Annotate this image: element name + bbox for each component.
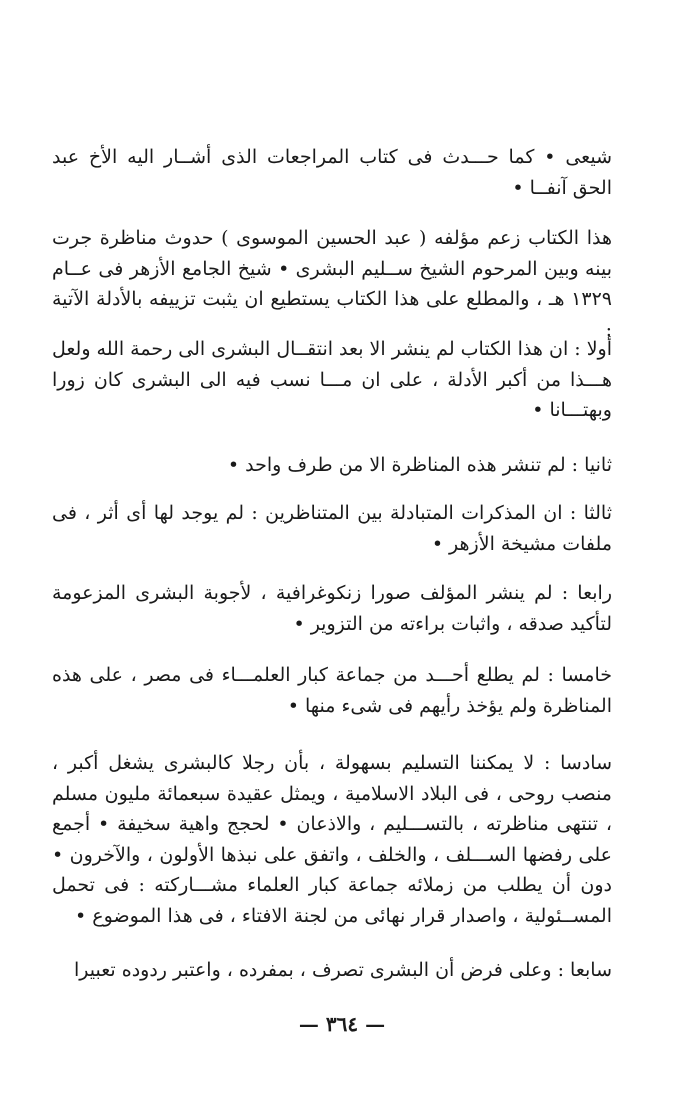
paragraph-intro (52, 223, 612, 345)
paragraph-text: سابعا : وعلى فرض أن البشرى تصرف ، بمفرده ، واعتبر ردوده تعبيرا (74, 959, 612, 981)
paragraph-fifth-evidence (52, 660, 612, 721)
paragraph-text: ثالثا : ان المذكرات المتبادلة بين المتناظرين : لم يوجد لها أى أثر ، فى ملفات مشيخة الأزهر • (52, 502, 612, 555)
paragraph-second-evidence (52, 450, 612, 481)
paragraph-text: سادسا : لا يمكننا التسليم بسهولة ، بأن رجلا كالبشرى يشغل أكبر ، منصب روحى ، فى البلاد الاسلامية ، ويمثل عقيدة سبعمائة مليون مسلم ، تنتهى مناظرته ، بالتســـليم ، والاذعان • لحجج واهية سخيفة • أجمع على رفضها الســـلف ، والخلف ، واتفق على نبذها الأولون ، والآخرون • دون أن يطلب من زملائه جماعة كبار العلماء مشـــاركته : فى تحمل المســئولية ، واصدار قرار نهائى من لجنة الافتاء ، فى هذا الموضوع • (52, 752, 612, 927)
paragraph-text: ثانيا : لم تنشر هذه المناظرة الا من طرف واحد • (227, 454, 612, 476)
paragraph-fourth-evidence (52, 578, 612, 639)
page-number: — ٣٦٤ — (298, 1012, 386, 1036)
paragraph-first-evidence (52, 334, 612, 426)
paragraph-continuation (52, 142, 612, 203)
paragraph-text: شيعى • كما حـــدث فى كتاب المراجعات الذى أشــار اليه الأخ عبد الحق آنفــا • (52, 146, 612, 199)
paragraph-seventh-evidence (52, 955, 612, 986)
paragraph-text: رابعا : لم ينشر المؤلف صورا زنكوغرافية ، لأجوبة البشرى المزعومة لتأكيد صدقه ، واثبات براءته من التزوير • (52, 582, 612, 635)
paragraph-text: أولا : ان هذا الكتاب لم ينشر الا بعد انتقــال البشرى الى رحمة الله ولعل هـــذا من أكبر الأدلة ، على ان مـــا نسب فيه الى البشرى كان زورا وبهتـــانا • (52, 338, 612, 421)
paragraph-sixth-evidence (52, 748, 612, 931)
paragraph-text: هذا الكتاب زعم مؤلفه ( عبد الحسين الموسوى ) حدوث مناظرة جرت بينه وبين المرحوم الشيخ ســليم البشرى • شيخ الجامع الأزهر فى عــام ١٣٢٩ هـ ، والمطلع على هذا الكتاب يستطيع ان يثبت تزييفه بالأدلة الآتية : (52, 227, 612, 341)
paragraph-third-evidence (52, 498, 612, 559)
paragraph-text: خامسا : لم يطلع أحـــد من جماعة كبار العلمـــاء فى مصر ، على هذه المناظرة ولم يؤخذ رأيهم فى شىء منها • (52, 664, 612, 717)
